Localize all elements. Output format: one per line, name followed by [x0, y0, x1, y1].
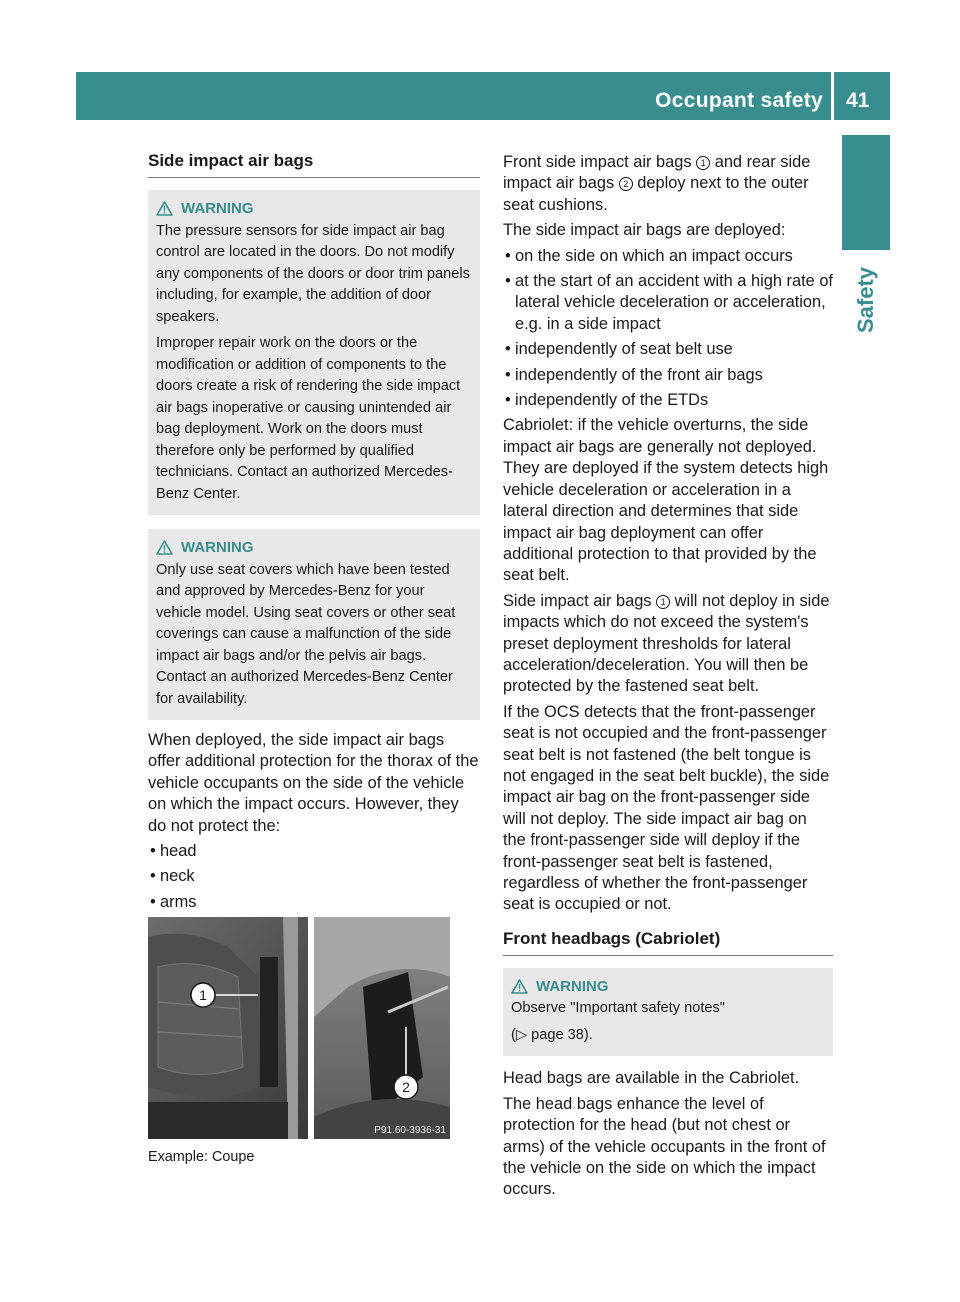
left-column — [148, 150, 480, 1169]
body-paragraph: Cabriolet: if the vehicle overturns, the side impact air bags are generally not deployed. They are deployed if the system detects high vehicle deceleration or acceleration in a lateral direction and determines that side impact air bag deployment can offer additional protection to that provided by the seat belt. — [503, 416, 829, 585]
list-item: • arms — [148, 892, 480, 913]
figure-code: P91.60-3936-31 — [374, 1125, 446, 1137]
text-span: Front side impact air bags — [503, 153, 692, 171]
list-item: • independently of seat belt use — [503, 339, 833, 360]
body-paragraph: Head bags are available in the Cabriolet. — [503, 1069, 800, 1088]
header-divider — [831, 72, 834, 120]
figure-callout-2: 2 — [402, 1079, 410, 1096]
warning-header — [156, 198, 472, 220]
list-item: • neck — [148, 866, 480, 887]
warning-triangle-icon — [156, 201, 173, 216]
text-span: Side impact air bags — [503, 591, 652, 610]
warning-header — [511, 976, 825, 998]
page-title: Occupant safety — [655, 89, 823, 112]
warning-box — [148, 529, 480, 720]
section-heading: Side impact air bags — [148, 150, 480, 178]
body-paragraph: If the OCS detects that the front-passenger seat is not occupied and the front-passenger seat belt is not fastened (the belt tongue is not engaged in the seat belt buckle), the side impact air bag on the front-passenger side will not deploy. The side impact air bag on the front-passenger side will deploy if the front-passenger seat belt is fastened, regardless of whether the front-passenger seat is occupied or not. — [503, 702, 830, 914]
text-span: will not deploy in side impacts which do not exceed the system's preset deployment thresholds for lateral acceleration/deceleration. You will then be protected by the fastened seat belt. — [503, 591, 830, 696]
text-span: and rear side impact air bags — [503, 153, 811, 193]
warning-text: Observe "Important safety notes" — [511, 1000, 725, 1017]
page-header — [76, 72, 890, 120]
section-tab-marker — [842, 135, 890, 250]
warning-triangle-icon — [156, 540, 173, 555]
callout-marker: 1 — [696, 156, 710, 170]
subsection-heading: Front headbags (Cabriolet) — [503, 928, 833, 956]
bullet-list — [148, 841, 480, 913]
figure-photo — [148, 917, 450, 1139]
warning-label: WARNING — [536, 977, 609, 995]
seat-door-illustration — [148, 917, 450, 1139]
warning-text: The pressure sensors for side impact air bag control are located in the doors. Do not modify any components of the doors or door trim panels including, for example, the addition of door speakers. — [156, 222, 470, 325]
body-paragraph: The head bags enhance the level of protection for the head (but not chest or arms) of the vehicle occupants in the front of the vehicle on the side on which the impact occurs. — [503, 1094, 826, 1199]
right-column — [503, 152, 833, 1205]
section-tab-label: Safety — [853, 266, 878, 334]
text-span: deploy next to the outer seat cushions. — [503, 174, 809, 214]
bullet-list — [503, 246, 833, 412]
warning-label: WARNING — [181, 539, 254, 556]
body-paragraph: The side impact air bags are deployed: — [503, 221, 786, 240]
warning-text: Improper repair work on the doors or the modification or addition of components to the doors create a risk of rendering the side impact air bags inoperative or causing unintended air bag deployment. Work on the doors must therefore only be performed by qualified technicians. Contact an authorized Mercedes-Benz Center. — [156, 335, 461, 502]
warning-box — [148, 190, 480, 515]
list-item: • on the side on which an impact occurs — [503, 246, 833, 267]
figure-callout-1: 1 — [199, 987, 207, 1004]
page-number: 41 — [846, 89, 870, 112]
body-paragraph: When deployed, the side impact air bags offer additional protection for the thorax of the vehicle occupants on the side of the vehicle on which the impact occurs. However, they do not protect the: — [148, 731, 479, 835]
body-paragraph — [503, 152, 833, 216]
list-item: • independently of the ETDs — [503, 390, 833, 411]
figure-caption: Example: Coupe — [148, 1149, 255, 1166]
body-paragraph — [503, 591, 833, 698]
warning-header — [156, 537, 472, 559]
warning-text: Only use seat covers which have been tested and approved by Mercedes-Benz for your vehicle model. Using seat covers or other seat coverings can cause a malfunction of the side impact air bags and/or the pelvis air bags. Contact an authorized Mercedes-Benz Center for availability. — [156, 561, 456, 707]
list-item: • at the start of an accident with a high rate of lateral vehicle deceleration or acceleration, e.g. in a side impact — [503, 271, 833, 335]
list-item: • head — [148, 841, 480, 862]
page-reference-link[interactable]: (▷ page 38). — [511, 1026, 593, 1043]
list-item: • independently of the front air bags — [503, 365, 833, 386]
callout-marker: 1 — [656, 595, 670, 609]
callout-marker: 2 — [619, 177, 633, 191]
warning-box — [503, 968, 833, 1057]
warning-label: WARNING — [181, 200, 254, 217]
warning-triangle-icon — [511, 979, 528, 994]
